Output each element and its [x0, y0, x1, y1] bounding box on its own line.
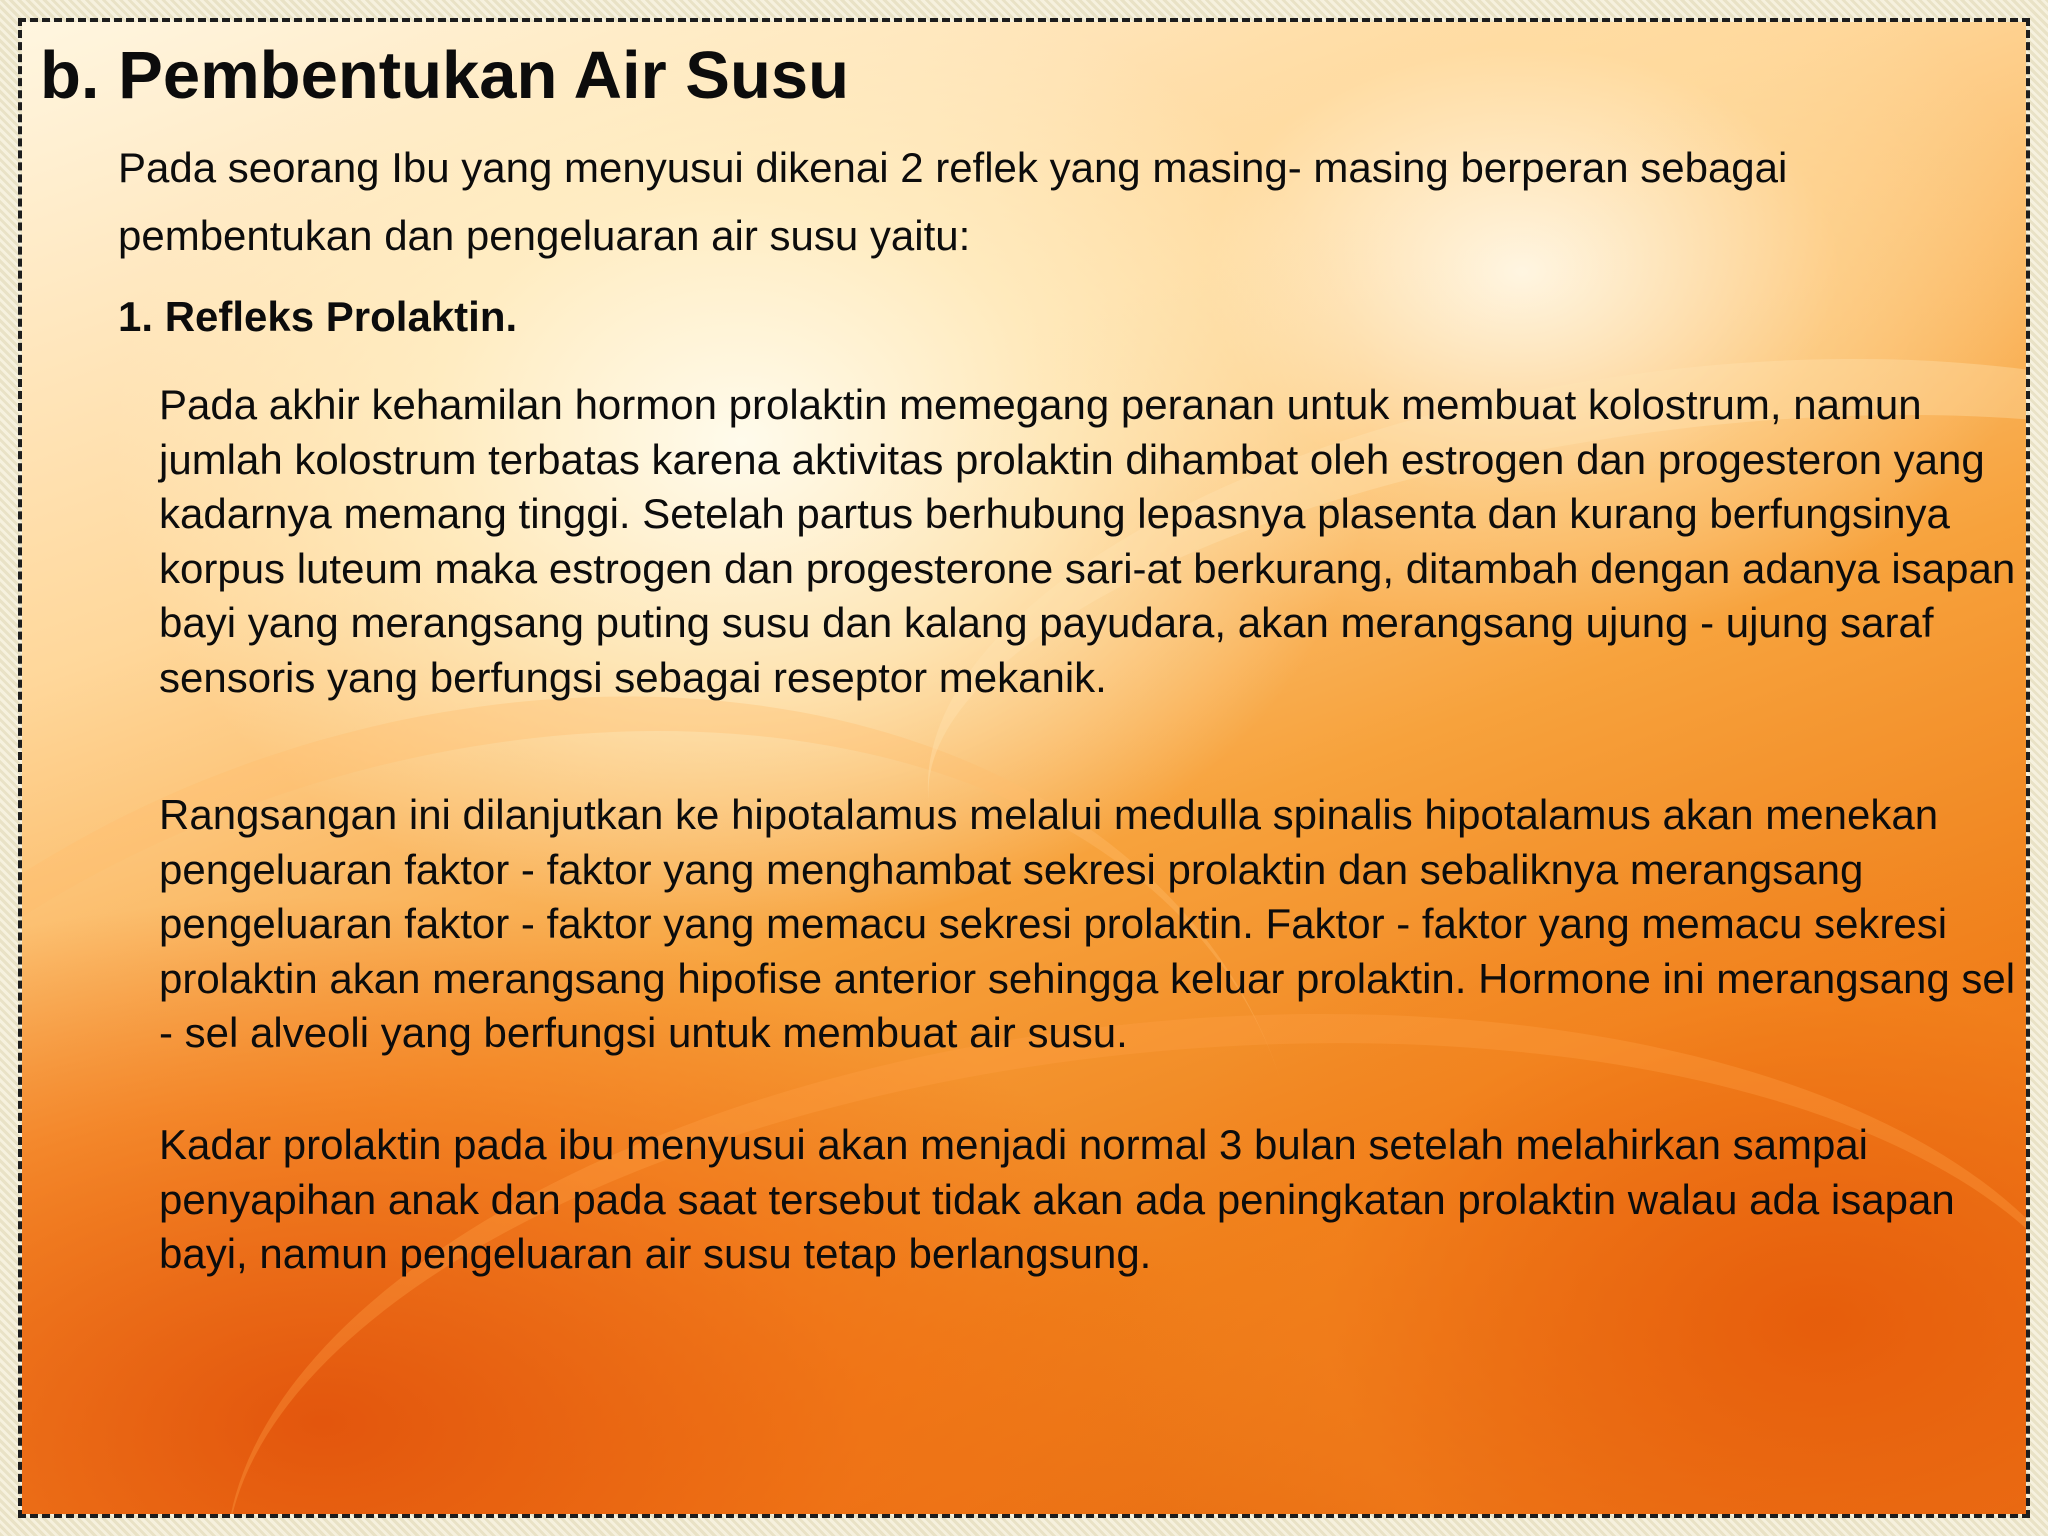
- slide-background: [22, 22, 2026, 1514]
- intro-text: Pada seorang Ibu yang menyusui dikenai 2 reflek yang masing- masing berperan sebagai pembentukan dan pengeluaran air susu yaitu:: [118, 144, 1788, 259]
- slide-title: b. Pembentukan Air Susu: [40, 38, 850, 113]
- body-paragraph: Rangsangan ini dilanjutkan ke hipotalamus melalui medulla spinalis hipotalamus akan menekan pengeluaran faktor - faktor yang menghambat sekresi prolaktin dan sebaliknya merangsang pengeluaran faktor - faktor yang memacu sekresi prolaktin. Faktor - faktor yang memacu sekresi prolaktin akan merangsang hipofise anterior sehingga keluar prolaktin. Hormone ini merangsang sel - sel alveoli yang berfungsi untuk membuat air susu.: [159, 791, 2016, 1056]
- slide-content: [22, 22, 2026, 1514]
- body-paragraph: Kadar prolaktin pada ibu menyusui akan menjadi normal 3 bulan setelah melahirkan sampai penyapihan anak dan pada saat tersebut tidak akan ada peningkatan prolaktin walau ada isapan bayi, namun pengeluaran air susu tetap berlangsung.: [159, 1121, 1955, 1277]
- section-heading: 1. Refleks Prolaktin.: [118, 293, 518, 340]
- body-paragraph: Pada akhir kehamilan hormon prolaktin memegang peranan untuk membuat kolostrum, namun jumlah kolostrum terbatas karena aktivitas prolaktin dihambat oleh estrogen dan progesteron yang kadarnya memang tinggi. Setelah partus berhubung lepasnya plasenta dan kurang berfungsinya korpus luteum maka estrogen dan progesterone sari-at berkurang, ditambah dengan adanya isapan bayi yang merangsang puting susu dan kalang payudara, akan merangsang ujung - ujung saraf sensoris yang berfungsi sebagai reseptor mekanik.: [159, 381, 2016, 701]
